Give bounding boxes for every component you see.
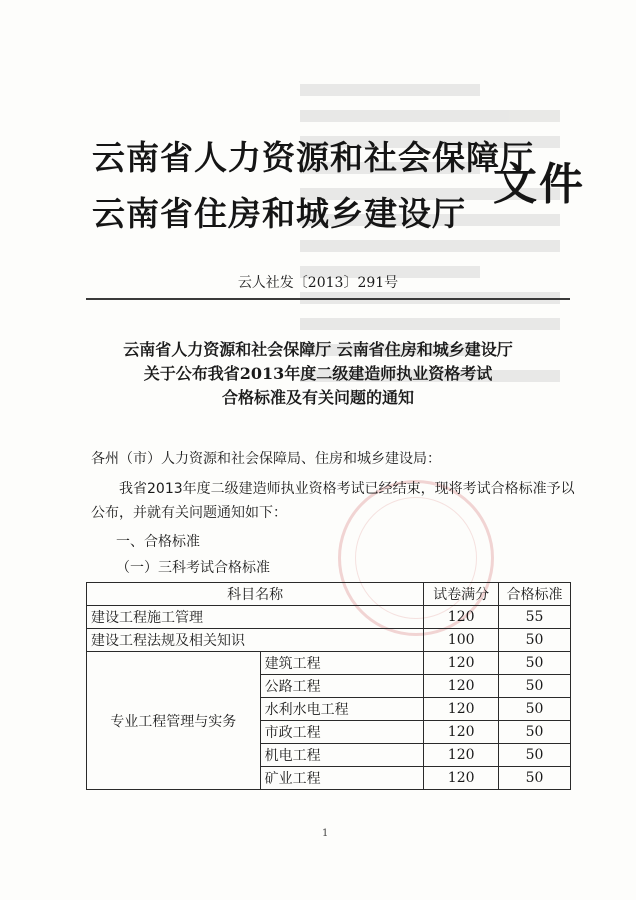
table-row <box>87 652 571 675</box>
page-number: 1 <box>322 828 329 839</box>
subject-name: 水利水电工程 <box>260 698 424 721</box>
subject-name: 建筑工程 <box>260 652 424 675</box>
document-number: 云人社发〔2013〕291号 <box>237 275 399 291</box>
full-score: 100 <box>424 629 499 652</box>
pass-score: 50 <box>499 652 571 675</box>
header-full-score: 试卷满分 <box>424 583 499 606</box>
header-divider <box>86 298 570 300</box>
full-score: 120 <box>424 652 499 675</box>
subject-name: 市政工程 <box>260 721 424 744</box>
pass-score: 55 <box>499 606 571 629</box>
table-header-row <box>87 583 571 606</box>
section-heading-1-1: （一）三科考试合格标准 <box>116 560 270 576</box>
section-heading-1: 一、合格标准 <box>116 534 200 550</box>
document-label: 文件 <box>493 159 585 210</box>
issuer-line-2: 云南省住房和城乡建设厅 <box>92 194 466 233</box>
pass-score: 50 <box>499 629 571 652</box>
full-score: 120 <box>424 675 499 698</box>
pass-score: 50 <box>499 675 571 698</box>
full-score: 120 <box>424 606 499 629</box>
pass-score: 50 <box>499 698 571 721</box>
subject-name: 建设工程施工管理 <box>87 606 424 629</box>
title-line-1: 云南省人力资源和社会保障厅 云南省住房和城乡建设厅 <box>123 340 513 359</box>
pass-score: 50 <box>499 767 571 790</box>
header-pass-score: 合格标准 <box>499 583 571 606</box>
full-score: 120 <box>424 767 499 790</box>
subject-name: 公路工程 <box>260 675 424 698</box>
pass-score: 50 <box>499 744 571 767</box>
subject-name: 建设工程法规及相关知识 <box>87 629 424 652</box>
title-line-2: 关于公布我省2013年度二级建造师执业资格考试 <box>143 364 493 383</box>
passing-standard-table <box>86 582 571 790</box>
notice-title <box>0 338 636 410</box>
full-score: 120 <box>424 721 499 744</box>
table-row <box>87 606 571 629</box>
full-score: 120 <box>424 698 499 721</box>
table-row <box>87 629 571 652</box>
header-subject: 科目名称 <box>87 583 424 606</box>
full-score: 120 <box>424 744 499 767</box>
pass-score: 50 <box>499 721 571 744</box>
issuer-line-1: 云南省人力资源和社会保障厅 <box>92 138 534 177</box>
title-line-3: 合格标准及有关问题的通知 <box>221 388 414 407</box>
salutation: 各州（市）人力资源和社会保障局、住房和城乡建设局： <box>91 451 441 467</box>
subject-name: 机电工程 <box>260 744 424 767</box>
body-paragraph: 我省2013年度二级建造师执业资格考试已经结束，现将考试合格标准予以公布，并就有关问题通知如下： <box>91 481 575 521</box>
subject-name: 矿业工程 <box>260 767 424 790</box>
issuer-header <box>92 130 534 242</box>
group-label: 专业工程管理与实务 <box>87 652 261 790</box>
